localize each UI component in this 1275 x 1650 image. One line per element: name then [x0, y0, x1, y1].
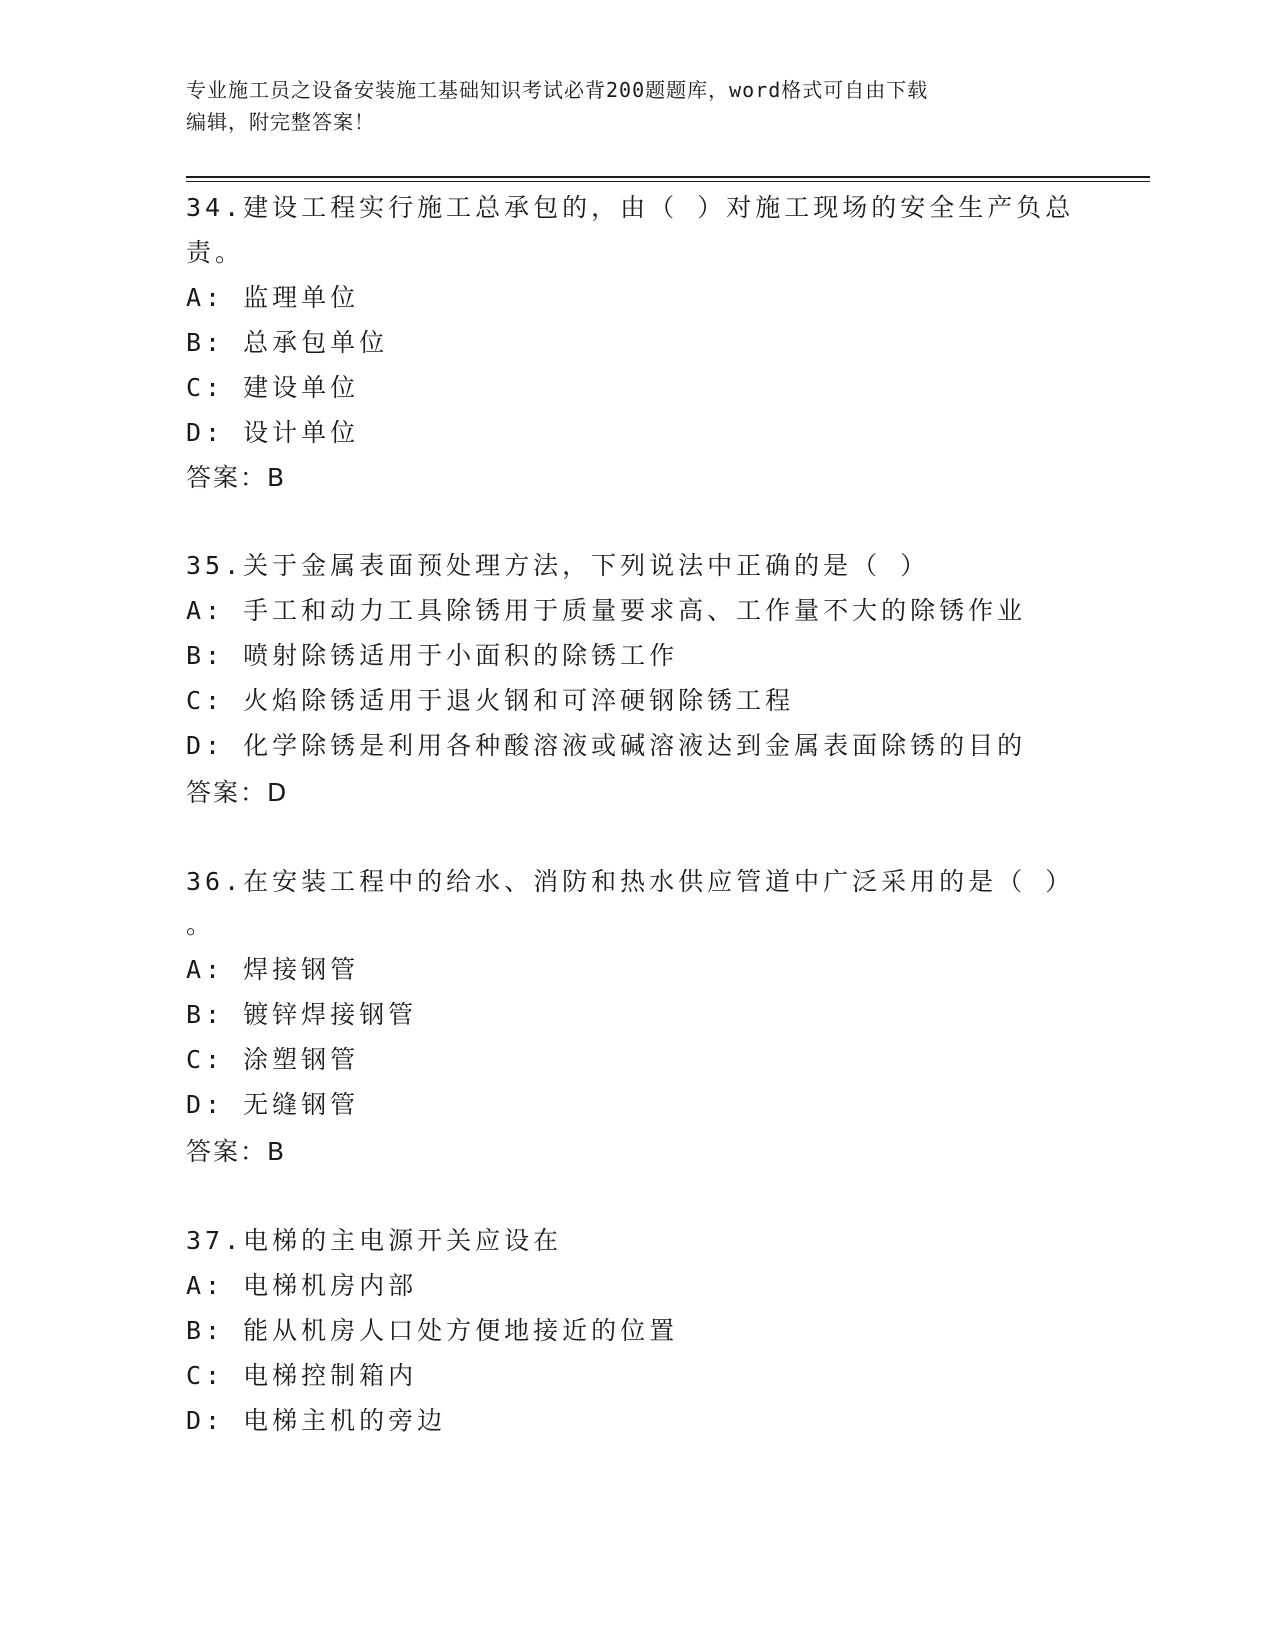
question-34-answer: 答案：B — [186, 463, 287, 492]
question-35-answer: 答案：D — [186, 778, 289, 807]
question-36-option-a: A: 焊接钢管 — [186, 955, 360, 984]
question-35-option-c: C: 火焰除锈适用于退火钢和可淬硬钢除锈工程 — [186, 686, 795, 715]
header-title-line-2: 编辑，附完整答案！ — [186, 110, 375, 134]
document-header — [186, 74, 1066, 138]
question-36-stem-cont: 。 — [186, 910, 216, 939]
question-37-option-c: C: 电梯控制箱内 — [186, 1361, 418, 1390]
question-34-option-b: B: 总承包单位 — [186, 328, 389, 357]
question-37-stem: 37.电梯的主电源开关应设在 — [186, 1226, 563, 1255]
question-37-option-a: A: 电梯机房内部 — [186, 1271, 418, 1300]
question-34-stem-cont: 责。 — [186, 238, 245, 267]
question-37-option-d: D: 电梯主机的旁边 — [186, 1406, 447, 1435]
question-34-stem: 34.建设工程实行施工总承包的，由（ ）对施工现场的安全生产负总 — [186, 193, 1075, 222]
header-divider-thin — [186, 181, 1150, 182]
question-34-option-a: A: 监理单位 — [186, 283, 360, 312]
question-36-stem: 36.在安装工程中的给水、消防和热水供应管道中广泛采用的是（ ） — [186, 867, 1075, 896]
question-34-option-c: C: 建设单位 — [186, 373, 360, 402]
question-35-stem: 35.关于金属表面预处理方法，下列说法中正确的是（ ） — [186, 551, 930, 580]
question-36-answer: 答案：B — [186, 1137, 287, 1166]
question-35-option-d: D: 化学除锈是利用各种酸溶液或碱溶液达到金属表面除锈的目的 — [186, 731, 1027, 760]
header-divider — [186, 176, 1150, 178]
question-35-option-a: A: 手工和动力工具除锈用于质量要求高、工作量不大的除锈作业 — [186, 596, 1027, 625]
question-36-option-b: B: 镀锌焊接钢管 — [186, 1000, 418, 1029]
question-36-option-c: C: 涂塑钢管 — [186, 1045, 360, 1074]
question-34-option-d: D: 设计单位 — [186, 418, 360, 447]
header-title-line-1: 专业施工员之设备安装施工基础知识考试必背200题题库，word格式可自由下载 — [186, 78, 929, 102]
question-37-option-b: B: 能从机房人口处方便地接近的位置 — [186, 1316, 679, 1345]
question-35-option-b: B: 喷射除锈适用于小面积的除锈工作 — [186, 641, 679, 670]
question-36-option-d: D: 无缝钢管 — [186, 1090, 360, 1119]
